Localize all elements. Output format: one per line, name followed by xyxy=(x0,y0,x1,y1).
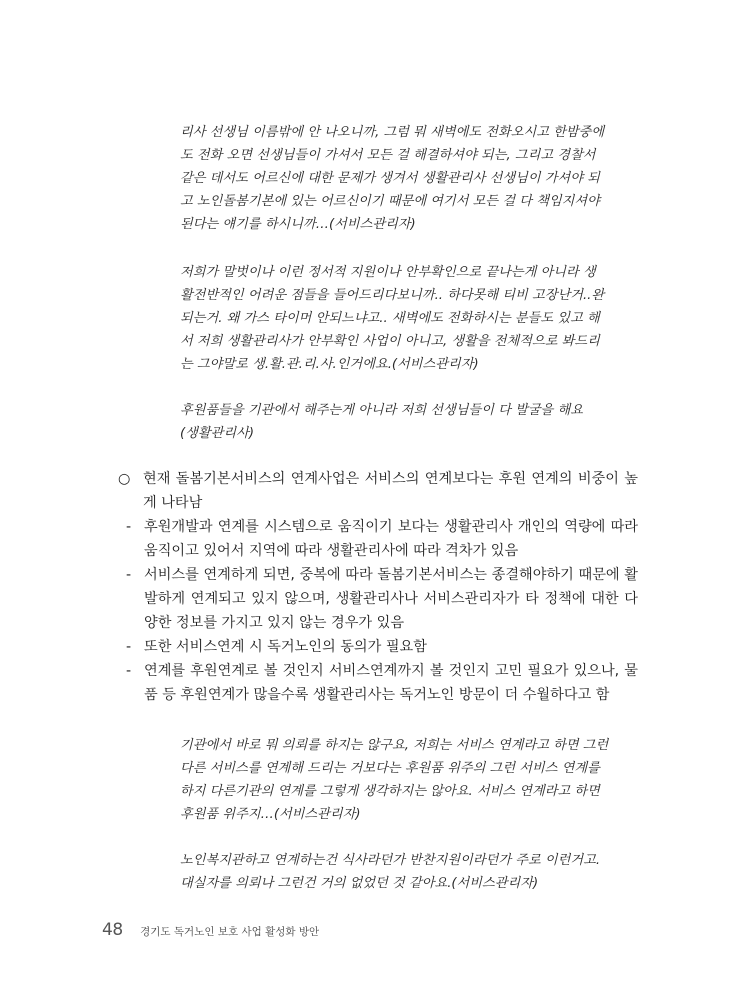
quote-line: 하지 다른기관의 연계를 그렇게 생각하지는 않아요. 서비스 연계라고 하면 xyxy=(180,784,600,799)
interview-quote-5 xyxy=(180,849,640,895)
quote-line: 는 그야말로 생.활.관.리.사.인거에요.(서비스관리자) xyxy=(180,357,479,372)
dash-bullet-icon: - xyxy=(126,567,132,583)
list-item-text: 연계를 후원연계로 볼 것인지 서비스연계까지 볼 것인지 고민 필요가 있으나, 물품 등 후원연계가 많을수록 생활관리사는 독거노인 방문이 더 수월하다고 함 xyxy=(144,663,638,703)
main-point-text: 현재 돌봄기본서비스의 연계사업은 서비스의 연계보다는 후원 연계의 비중이 높게 나타남 xyxy=(143,471,638,511)
interview-quote-2 xyxy=(180,261,640,376)
quote-line: 도 전화 오면 선생님들이 가셔서 모든 걸 해결하셔야 되는, 그리고 경찰서 xyxy=(180,148,596,163)
circle-bullet-icon: ○ xyxy=(118,471,131,487)
main-point xyxy=(118,467,638,515)
dash-bullet-icon: - xyxy=(126,663,132,679)
list-item xyxy=(126,515,638,563)
interview-quote-3 xyxy=(180,399,640,445)
quote-line: 후원품들을 기관에서 해주는게 아니라 저희 선생님들이 다 발굴을 해요 xyxy=(180,403,583,418)
quote-line: 기관에서 바로 뭐 의뢰를 하지는 않구요, 저희는 서비스 연계라고 하면 그런 xyxy=(180,738,609,753)
page-footer xyxy=(102,920,319,940)
quote-line: 된다는 얘기를 하시니까…(서비스관리자) xyxy=(180,217,416,232)
list-item-text: 후원개발과 연계를 시스템으로 움직이기 보다는 생활관리사 개인의 역량에 따라 움직이고 있어서 지역에 따라 생활관리사에 따라 격차가 있음 xyxy=(144,519,638,559)
quote-line: 리사 선생님 이름밖에 안 나오니까, 그럼 뭐 새벽에도 전화오시고 한밤중에 xyxy=(180,125,605,140)
list-item xyxy=(126,563,638,635)
quote-line: 되는거. 왜 가스 타이머 안되느냐고.. 새벽에도 전화하시는 분들도 있고 해 xyxy=(180,311,600,326)
quote-line: 후원품 위주지…(서비스관리자) xyxy=(180,807,361,822)
list-item xyxy=(126,635,638,659)
quote-line: (생활관리사) xyxy=(180,426,254,441)
quote-line: 대실자를 의뢰나 그런건 거의 없었던 것 같아요.(서비스관리자) xyxy=(180,876,539,891)
list-item-text: 서비스를 연계하게 되면, 중복에 따라 돌봄기본서비스는 종결해야하기 때문에 활발하게 연계되고 있지 않으며, 생활관리사나 서비스관리자가 타 정책에 대한 다양한 정보를 가지고 있지 않는 경우가 있음 xyxy=(144,567,638,631)
dash-bullet-icon: - xyxy=(126,519,132,535)
page-number: 48 xyxy=(102,920,123,940)
quote-line: 활전반적인 어려운 점들을 들어드리다보니까.. 하다못해 티비 고장난거..완 xyxy=(180,288,605,303)
quote-line: 고 노인돌봄기본에 있는 어르신이기 때문에 여기서 모든 걸 다 책임지셔야 xyxy=(180,194,600,209)
running-title: 경기도 독거노인 보호 사업 활성화 방안 xyxy=(140,926,320,938)
quote-line: 다른 서비스를 연계해 드리는 거보다는 후원품 위주의 그런 서비스 연계를 xyxy=(180,761,600,776)
quote-line: 같은 데서도 어르신에 대한 문제가 생겨서 생활관리사 선생님이 가셔야 되 xyxy=(180,171,600,186)
quote-line: 서 저희 생활관리사가 안부확인 사업이 아니고, 생활을 전체적으로 봐드리 xyxy=(180,334,600,349)
interview-quote-4 xyxy=(180,734,640,826)
list-item-text: 또한 서비스연계 시 독거노인의 동의가 필요함 xyxy=(144,639,427,655)
quote-line: 노인복지관하고 연계하는건 식사라던가 반찬지원이라던가 주로 이런거고. xyxy=(180,853,601,868)
dash-bullet-icon: - xyxy=(126,639,132,655)
interview-quote-1 xyxy=(180,121,640,236)
sub-point-list xyxy=(126,515,638,707)
quote-line: 저희가 말벗이나 이런 정서적 지원이나 안부확인으로 끝나는게 아니라 생 xyxy=(180,265,596,280)
list-item xyxy=(126,659,638,707)
